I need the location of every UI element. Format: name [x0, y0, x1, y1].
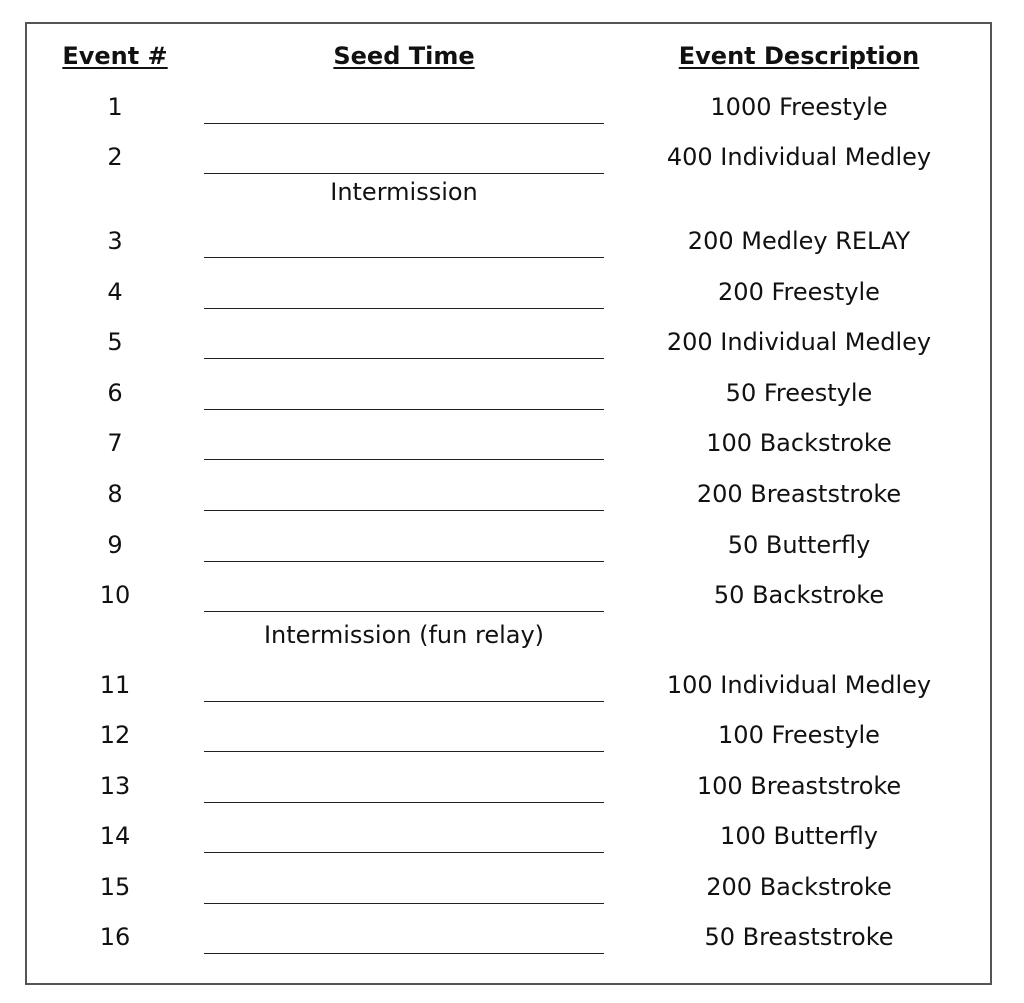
event-description: 100 Breaststroke	[696, 772, 902, 800]
event-number: 4	[107, 278, 123, 306]
event-description: 200 Breaststroke	[696, 480, 902, 508]
event-description: 50 Backstroke	[713, 581, 885, 609]
event-row	[0, 872, 1024, 908]
seed-time-blank[interactable]	[204, 561, 604, 562]
event-row	[0, 226, 1024, 262]
event-description: 1000 Freestyle	[710, 93, 888, 121]
seed-time-blank[interactable]	[204, 409, 604, 410]
event-number: 3	[107, 227, 123, 255]
event-description: 200 Medley RELAY	[687, 227, 911, 255]
event-row	[0, 922, 1024, 958]
event-row	[0, 580, 1024, 616]
event-description: 50 Butterfly	[727, 531, 871, 559]
event-number: 11	[99, 671, 131, 699]
event-row	[0, 378, 1024, 414]
event-number: 16	[99, 923, 131, 951]
event-number: 5	[107, 328, 123, 356]
event-number: 2	[107, 143, 123, 171]
seed-time-blank[interactable]	[204, 611, 604, 612]
event-description: 100 Individual Medley	[666, 671, 932, 699]
event-description: 200 Freestyle	[718, 278, 880, 306]
seed-time-blank[interactable]	[204, 173, 604, 174]
event-row	[0, 277, 1024, 313]
seed-time-blank[interactable]	[204, 123, 604, 124]
event-number: 8	[107, 480, 123, 508]
seed-time-blank[interactable]	[204, 852, 604, 853]
event-number: 12	[99, 721, 131, 749]
event-number: 13	[99, 772, 131, 800]
event-description: 100 Butterfly	[720, 822, 878, 850]
seed-time-blank[interactable]	[204, 903, 604, 904]
event-description: 50 Breaststroke	[704, 923, 894, 951]
event-row	[0, 720, 1024, 756]
event-description: 400 Individual Medley	[666, 143, 932, 171]
intermission-label: Intermission (fun relay)	[263, 621, 545, 649]
seed-time-blank[interactable]	[204, 257, 604, 258]
seed-time-blank[interactable]	[204, 459, 604, 460]
event-number: 10	[99, 581, 131, 609]
event-number: 15	[99, 873, 131, 901]
intermission-label: Intermission	[330, 178, 478, 206]
event-row	[0, 821, 1024, 857]
event-row	[0, 670, 1024, 706]
event-number: 7	[107, 429, 123, 457]
event-description: 100 Freestyle	[718, 721, 880, 749]
header-event-description: Event Description	[678, 42, 920, 70]
event-row	[0, 771, 1024, 807]
event-row	[0, 428, 1024, 464]
event-row	[0, 142, 1024, 178]
header-seed-time: Seed Time	[333, 42, 475, 70]
event-description: 200 Individual Medley	[666, 328, 932, 356]
event-description: 50 Freestyle	[725, 379, 873, 407]
seed-time-blank[interactable]	[204, 510, 604, 511]
event-description: 200 Backstroke	[706, 873, 892, 901]
event-row	[0, 479, 1024, 515]
seed-time-blank[interactable]	[204, 308, 604, 309]
event-row	[0, 92, 1024, 128]
event-row	[0, 530, 1024, 566]
seed-time-blank[interactable]	[204, 953, 604, 954]
seed-time-blank[interactable]	[204, 751, 604, 752]
event-row	[0, 327, 1024, 363]
seed-time-blank[interactable]	[204, 701, 604, 702]
header-event-number: Event #	[62, 42, 168, 70]
event-description: 100 Backstroke	[706, 429, 892, 457]
event-number: 6	[107, 379, 123, 407]
event-number: 9	[107, 531, 123, 559]
seed-time-blank[interactable]	[204, 358, 604, 359]
event-number: 1	[107, 93, 123, 121]
event-number: 14	[99, 822, 131, 850]
seed-time-blank[interactable]	[204, 802, 604, 803]
